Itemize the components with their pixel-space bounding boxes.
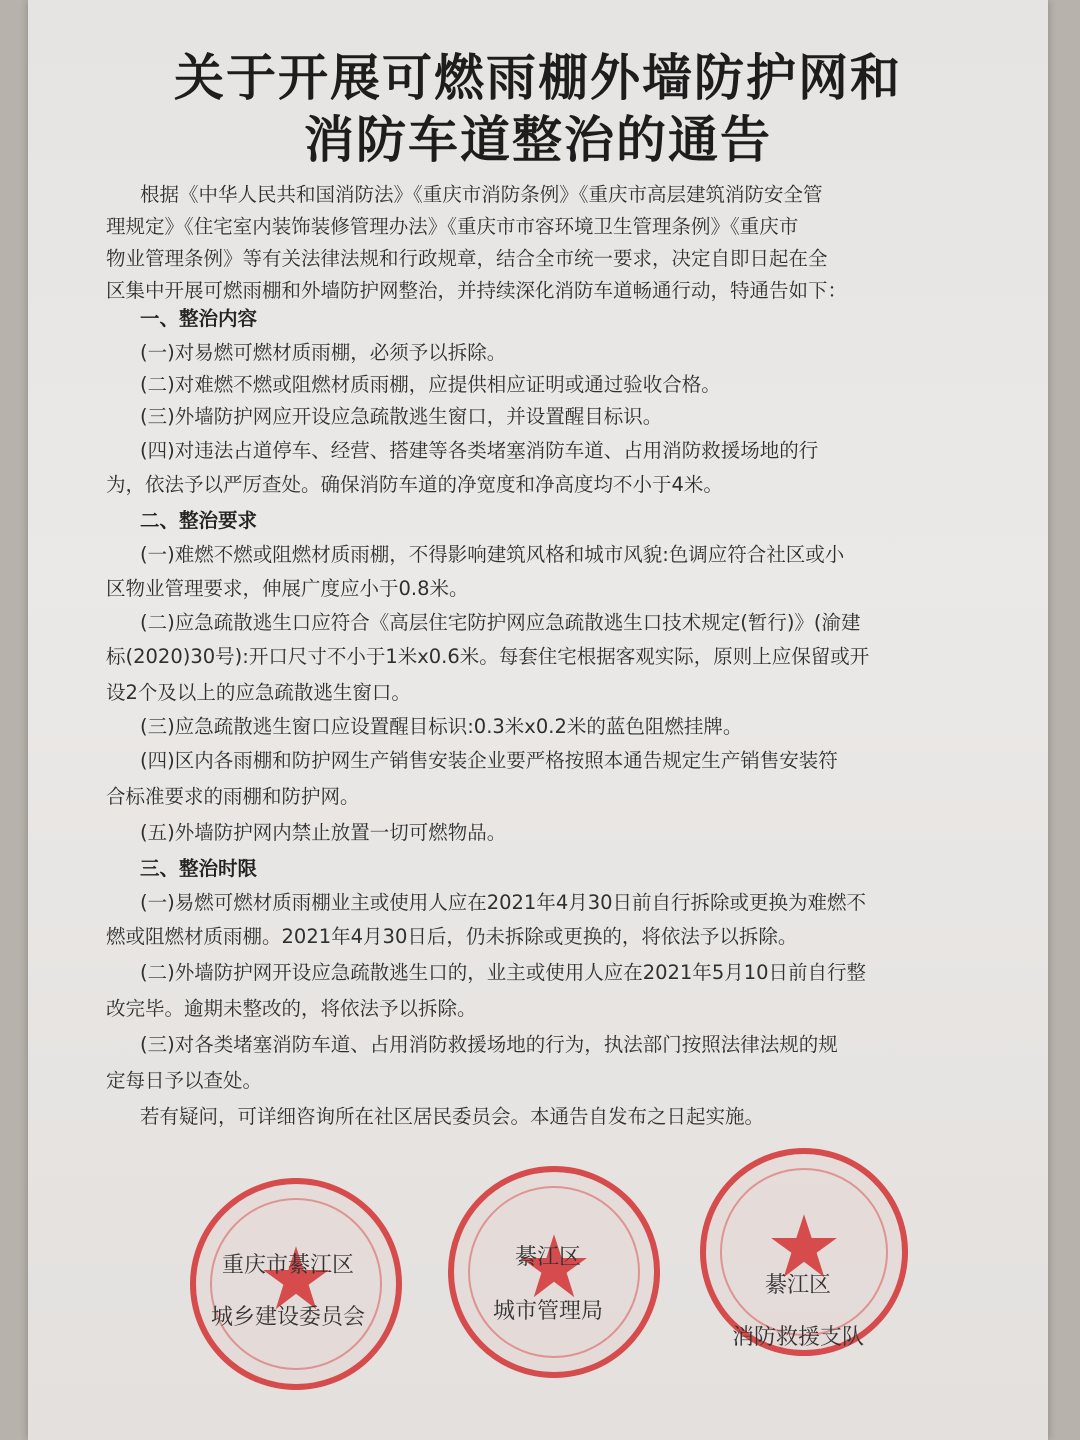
- signature-org-3-line2: 消防救援支队: [731, 1325, 864, 1350]
- intro-line: 理规定》《住宅室内装饰装修管理办法》《重庆市市容环境卫生管理条例》《重庆市: [106, 215, 799, 238]
- section-heading: 二、整治要求: [140, 509, 258, 532]
- section-line: 为，依法予以严厉查处。确保消防车道的净宽度和净高度均不小于4米。: [106, 473, 723, 496]
- section-line: 定每日予以查处。: [106, 1069, 263, 1092]
- section-line: (五)外墙防护网内禁止放置一切可燃物品。: [140, 821, 507, 844]
- section-line: (四)区内各雨棚和防护网生产销售安装企业要严格按照本通告规定生产销售安装符: [140, 749, 838, 772]
- section-line: 改完毕。逾期未整改的，将依法予以拆除。: [106, 997, 477, 1020]
- official-seal: [190, 1178, 402, 1390]
- section-line: 合标准要求的雨棚和防护网。: [106, 785, 360, 808]
- section-line: (一)易燃可燃材质雨棚业主或使用人应在2021年4月30日前自行拆除或更换为难燃不: [140, 891, 867, 914]
- section-line: 标(2020)30号):开口尺寸不小于1米x0.6米。每套住宅根据客观实际，原则上应保留或开: [106, 645, 870, 668]
- section-line: (二)应急疏散逃生口应符合《高层住宅防护网应急疏散逃生口技术规定(暂行)》(渝建: [140, 611, 861, 634]
- section-line: (三)外墙防护网应开设应急疏散逃生窗口，并设置醒目标识。: [140, 405, 663, 428]
- intro-line: 根据《中华人民共和国消防法》《重庆市消防条例》《重庆市高层建筑消防安全管: [140, 183, 823, 206]
- official-seal: [448, 1166, 660, 1378]
- section-heading: 三、整治时限: [140, 857, 258, 880]
- section-line: (四)对违法占道停车、经营、搭建等各类堵塞消防车道、占用消防救援场地的行: [140, 439, 819, 462]
- notice-title-line1: 关于开展可燃雨棚外墙防护网和: [174, 49, 902, 107]
- signature-org-3-line1: 綦江区: [764, 1273, 831, 1298]
- closing-line: 若有疑问，可详细咨询所在社区居民委员会。本通告自发布之日起实施。: [140, 1105, 765, 1128]
- intro-line: 物业管理条例》等有关法律法规和行政规章，结合全市统一要求，决定自即日起在全: [106, 247, 828, 270]
- section-heading: 一、整治内容: [140, 307, 258, 330]
- section-line: 燃或阻燃材质雨棚。2021年4月30日后，仍未拆除或更换的，将依法予以拆除。: [106, 925, 798, 948]
- notice-paper: [28, 0, 1048, 1440]
- section-line: (二)外墙防护网开设应急疏散逃生口的，业主或使用人应在2021年5月10日前自行整: [140, 961, 867, 984]
- section-line: (三)应急疏散逃生窗口应设置醒目标识:0.3米x0.2米的蓝色阻燃挂牌。: [140, 715, 743, 738]
- signature-org-2-line2: 城市管理局: [492, 1299, 603, 1324]
- intro-line: 区集中开展可燃雨棚和外墙防护网整治，并持续深化消防车道畅通行动，特通告如下：: [106, 279, 848, 302]
- signature-org-1-line1: 重庆市綦江区: [221, 1253, 354, 1278]
- section-line: 设2个及以上的应急疏散逃生窗口。: [106, 681, 411, 704]
- notice-title-line2: 消防车道整治的通告: [304, 111, 772, 169]
- section-line: (二)对难燃不燃或阻燃材质雨棚，应提供相应证明或通过验收合格。: [140, 373, 721, 396]
- section-line: (一)对易燃可燃材质雨棚，必须予以拆除。: [140, 341, 507, 364]
- section-line: (三)对各类堵塞消防车道、占用消防救援场地的行为，执法部门按照法律法规的规: [140, 1033, 838, 1056]
- section-line: (一)难燃不燃或阻燃材质雨棚，不得影响建筑风格和城市风貌:色调应符合社区或小: [140, 543, 845, 566]
- signature-org-2-line1: 綦江区: [514, 1245, 581, 1270]
- signature-org-1-line2: 城乡建设委员会: [210, 1305, 365, 1330]
- section-line: 区物业管理要求，伸展广度应小于0.8米。: [106, 577, 469, 600]
